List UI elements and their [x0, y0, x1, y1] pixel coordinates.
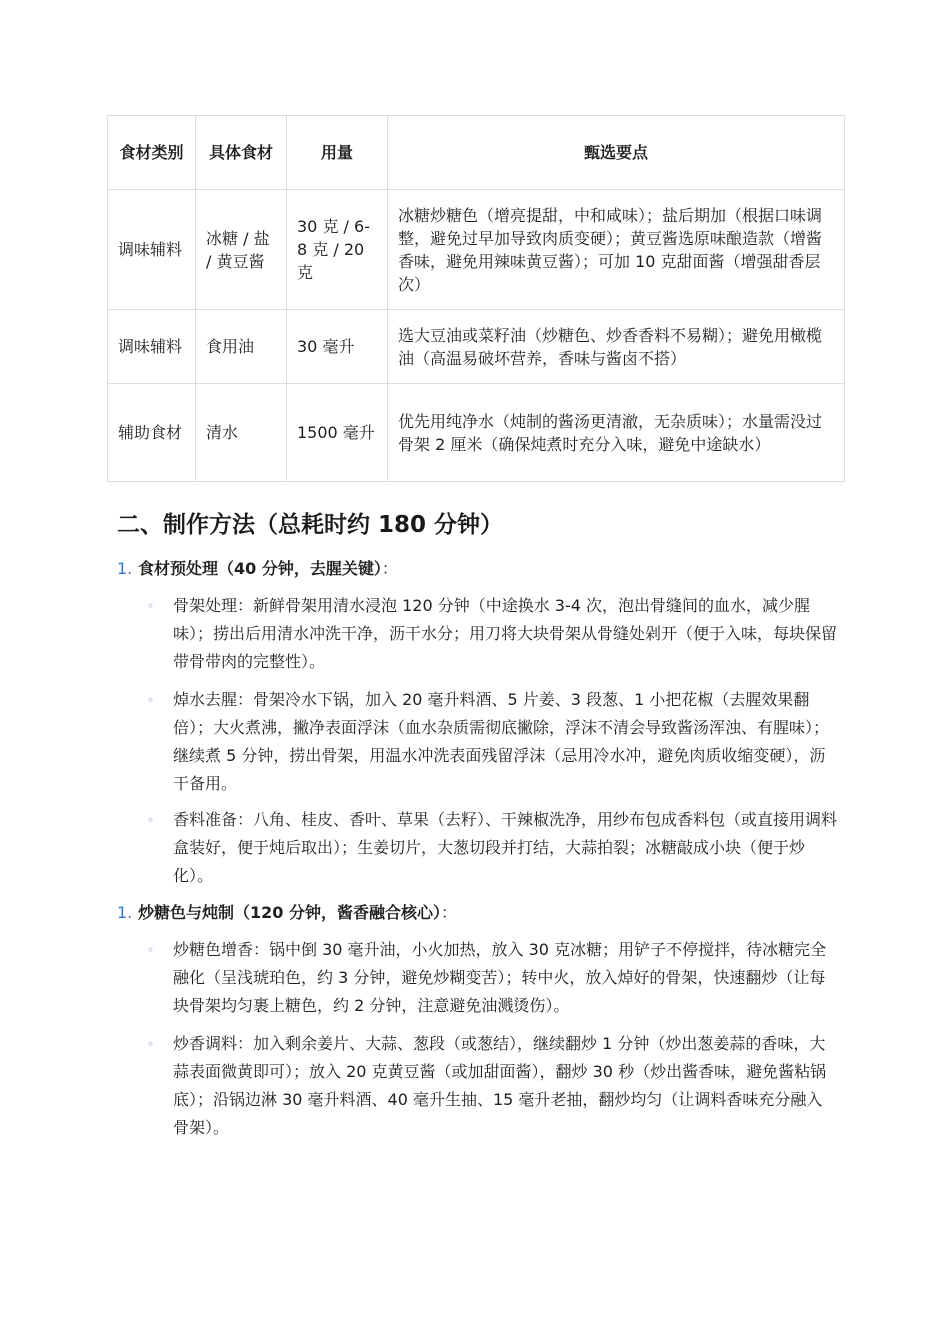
step-number: 1. — [117, 559, 133, 578]
header-amount: 用量 — [287, 116, 388, 190]
table-cell: 30 克 / 6-8 克 / 20 克 — [287, 190, 388, 310]
table-header-row — [108, 116, 845, 190]
table-row — [108, 190, 845, 310]
table-cell: 清水 — [196, 384, 287, 482]
header-selection-tips: 甄选要点 — [388, 116, 845, 190]
table-cell: 调味辅料 — [108, 310, 196, 384]
list-item — [147, 686, 837, 798]
table-cell: 冰糖 / 盐 / 黄豆酱 — [196, 190, 287, 310]
section-title: 二、制作方法（总耗时约 180 分钟） — [117, 512, 504, 538]
list-item-text: 骨架处理：新鲜骨架用清水浸泡 120 分钟（中途换水 3-4 次，泡出骨缝间的血水，减少腥味）；捞出后用清水冲洗干净，沥干水分；用刀将大块骨架从骨缝处剁开（便于入味，每块保留带骨带肉的完整性）。 — [173, 596, 838, 671]
list-item — [147, 936, 837, 1020]
table-row — [108, 310, 845, 384]
step-number: 1. — [117, 903, 133, 922]
step-colon: ： — [381, 559, 398, 578]
table-cell: 冰糖炒糖色（增亮提甜，中和咸味）；盐后期加（根据口味调整，避免过早加导致肉质变硬）；黄豆酱选原味酿造款（增酱香味，避免用辣味黄豆酱）；可加 10 克甜面酱（增强甜香层次） — [388, 190, 845, 310]
bullet-circle-icon: ◦ — [147, 943, 155, 957]
list-item-text: 焯水去腥：骨架冷水下锅，加入 20 毫升料酒、5 片姜、3 段葱、1 小把花椒（去腥效果翻倍）；大火煮沸，撇净表面浮沫（血水杂质需彻底撇除，浮沫不清会导致酱汤浑浊、有腥味）；继续煮 5 分钟，捞出骨架，用温水冲洗表面残留浮沫（忌用冷水冲，避免肉质收缩变硬），沥干备用。 — [173, 690, 830, 793]
table-cell: 选大豆油或菜籽油（炒糖色、炒香香料不易糊）；避免用橄榄油（高温易破坏营养，香味与酱卤不搭） — [388, 310, 845, 384]
table-cell: 调味辅料 — [108, 190, 196, 310]
table-row — [108, 384, 845, 482]
list-item-text: 香料准备：八角、桂皮、香叶、草果（去籽）、干辣椒洗净，用纱布包成香料包（或直接用调料盒装好，便于炖后取出）；生姜切片，大葱切段并打结，大蒜拍裂；冰糖敲成小块（便于炒化）。 — [173, 810, 838, 885]
step-label: 炒糖色与炖制（120 分钟，酱香融合核心） — [138, 903, 441, 922]
header-category: 食材类别 — [108, 116, 196, 190]
bullet-circle-icon: ◦ — [147, 599, 155, 613]
bullet-circle-icon: ◦ — [147, 693, 155, 707]
bullet-circle-icon: ◦ — [147, 813, 155, 827]
step-heading — [117, 557, 398, 581]
table-cell: 食用油 — [196, 310, 287, 384]
bullet-circle-icon: ◦ — [147, 1037, 155, 1051]
step-colon: ： — [440, 903, 457, 922]
table-cell: 1500 毫升 — [287, 384, 388, 482]
step-label: 食材预处理（40 分钟，去腥关键） — [138, 559, 382, 578]
list-item-text: 炒糖色增香：锅中倒 30 毫升油，小火加热，放入 30 克冰糖；用铲子不停搅拌，待冰糖完全融化（呈浅琥珀色，约 3 分钟，避免炒糊变苦）；转中火，放入焯好的骨架，快速翻炒（让每块骨架均匀裹上糖色，约 2 分钟，注意避免油溅烫伤）。 — [173, 940, 827, 1015]
header-ingredient: 具体食材 — [196, 116, 287, 190]
list-item — [147, 1030, 837, 1142]
list-item — [147, 592, 837, 676]
step-heading — [117, 901, 457, 925]
ingredient-table — [107, 115, 845, 482]
table-cell: 辅助食材 — [108, 384, 196, 482]
table-cell: 30 毫升 — [287, 310, 388, 384]
list-item — [147, 806, 837, 890]
table-cell: 优先用纯净水（炖制的酱汤更清澈，无杂质味）；水量需没过骨架 2 厘米（确保炖煮时充分入味，避免中途缺水） — [388, 384, 845, 482]
list-item-text: 炒香调料：加入剩余姜片、大蒜、葱段（或葱结），继续翻炒 1 分钟（炒出葱姜蒜的香味，大蒜表面微黄即可）；放入 20 克黄豆酱（或加甜面酱），翻炒 30 秒（炒出酱香味，避免酱粘锅底）；沿锅边淋 30 毫升料酒、40 毫升生抽、15 毫升老抽，翻炒均匀（让调料香味充分融入骨架）。 — [173, 1034, 827, 1137]
